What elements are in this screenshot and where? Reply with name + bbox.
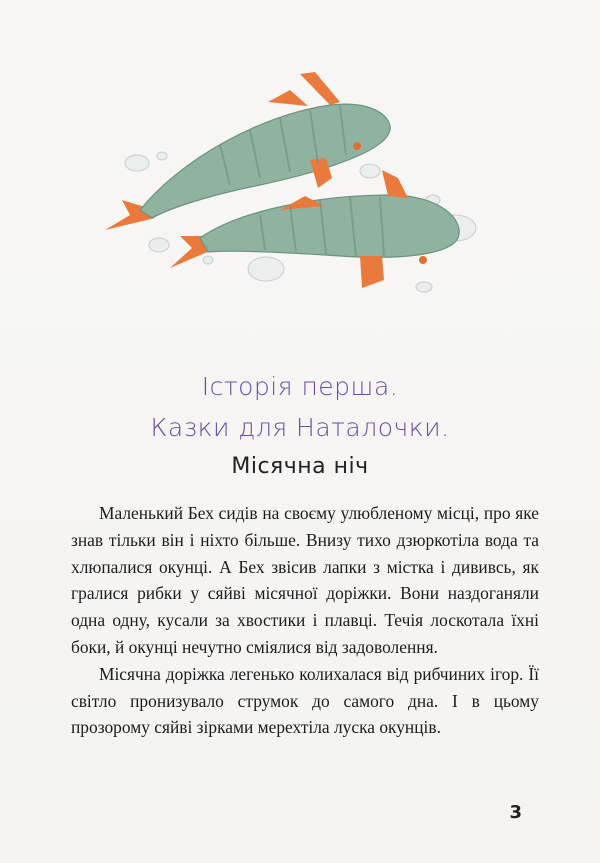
chapter-title-line-2: Казки для Наталочки. [150, 413, 450, 442]
story-body [71, 500, 539, 741]
page-number: 3 [509, 802, 522, 823]
story-subtitle: Місячна ніч [231, 454, 369, 479]
paragraph-1: Маленький Бех сидів на своєму улюбленому місці, про яке знав тільки він і ніхто більше. Внизу тихо дзюркотіла вода та хлюпалися окунці. А Бех звісив лапки з містка і дививсь, як гралися рибки у сяйві місячної доріжки. Вони наздоганяли одна одну, кусали за хвостики і плавці. Течія лоскотала їхні боки, й окунці нечутно сміялися від задоволення. [71, 503, 539, 657]
fish-illustration [100, 60, 500, 305]
paragraph-2: Місячна доріжка легенько колихалася від рибчиних ігор. Її світло пронизувало струмок до самого дна. І в цьому прозорому сяйві зірками мерехтіла луска окунців. [71, 663, 539, 738]
chapter-title-line-1: Історія перша. [201, 372, 399, 401]
